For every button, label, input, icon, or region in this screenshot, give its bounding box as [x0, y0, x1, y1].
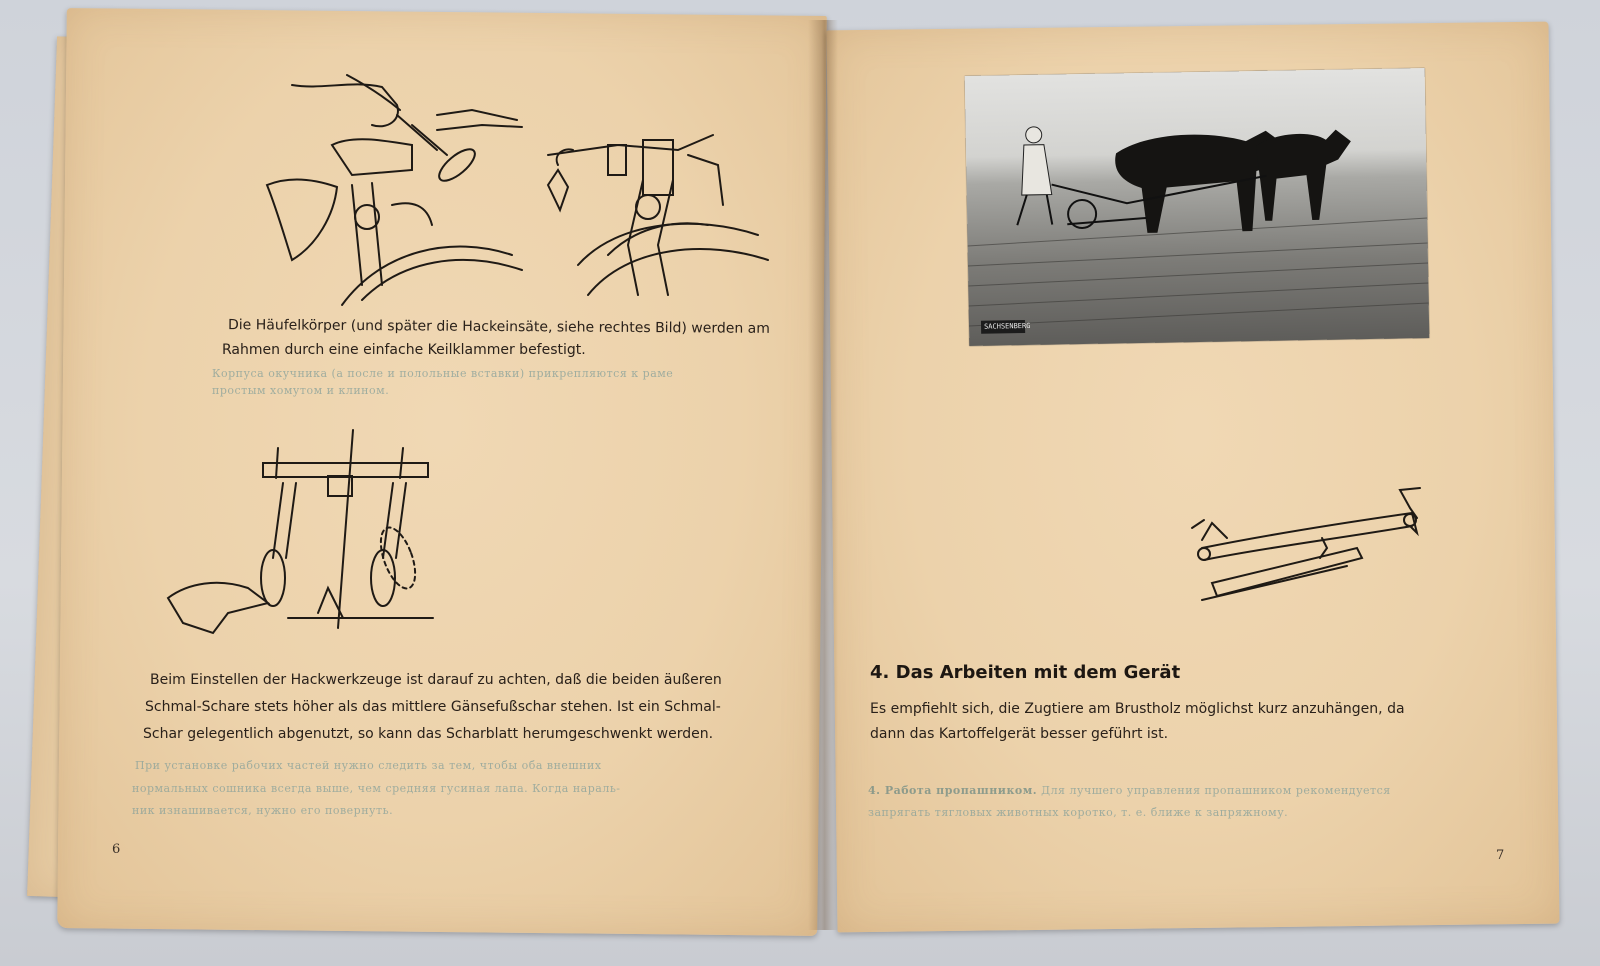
- photo-credit-stamp: SACHSENBERG: [981, 320, 1025, 334]
- settings-de-line-3: Schar gelegentlich abgenutzt, so kann das Scharblatt herumgeschwenkt werden.: [143, 726, 714, 742]
- settings-ru-line-3: ник изнашивается, нужно его повернуть.: [132, 804, 394, 817]
- hoe-attachment-illustration-left: [262, 75, 542, 305]
- whiffletree-drawing: [1172, 478, 1442, 608]
- caption-ru-line-1: Корпуса окучника (а после и полольные вставки) прикрепляются к раме: [212, 367, 674, 380]
- hoe-attachment-illustration-right: [548, 125, 778, 305]
- settings-ru-line-1: При установке рабочих частей нужно следить за тем, чтобы оба внешних: [135, 759, 602, 772]
- horses-pulling-cultivator-photo: [965, 68, 1430, 346]
- page-number-left: 6: [112, 842, 121, 857]
- section-heading-de: 4. Das Arbeiten mit dem Gerät: [870, 662, 1181, 683]
- caption-de-line-1: Die Häufelkörper (und später die Hackeinsäte, siehe rechtes Bild) werden am: [227, 317, 770, 337]
- caption-de-line-2: Rahmen durch eine einfache Keilklammer befestigt.: [222, 342, 586, 358]
- section-ru-line-1: [868, 780, 1391, 802]
- section-de-line-2: dann das Kartoffelgerät besser geführt ist.: [870, 726, 1169, 742]
- section-de-line-1: Es empfiehlt sich, die Zugtiere am Brustholz möglichst kurz anzuhängen, da: [870, 701, 1405, 717]
- caption-ru-line-2: простым хомутом и клином.: [212, 384, 390, 397]
- settings-de-line-2: Schmal-Schare stets höher als das mittlere Gänsefußschar stehen. Ist ein Schmal-: [145, 699, 721, 715]
- page-number-right: 7: [1496, 848, 1505, 863]
- photo-scene: [965, 68, 1430, 346]
- settings-ru-line-2: нормальных сошника всегда выше, чем средняя гусиная лапа. Когда нараль-: [132, 782, 621, 795]
- book-gutter: [808, 20, 838, 930]
- section-heading-ru: 4. Работа пропашником.: [868, 784, 1038, 797]
- settings-de-line-1: Beim Einstellen der Hackwerkzeuge ist darauf zu achten, daß die beiden äußeren: [150, 672, 722, 688]
- cultivator-tines-illustration: [168, 428, 438, 643]
- section-ru-text-1: Для лучшего управления пропашником рекомендуется: [1041, 784, 1391, 797]
- section-ru-line-2: запрягать тягловых животных коротко, т. е. ближе к запряжному.: [868, 806, 1289, 819]
